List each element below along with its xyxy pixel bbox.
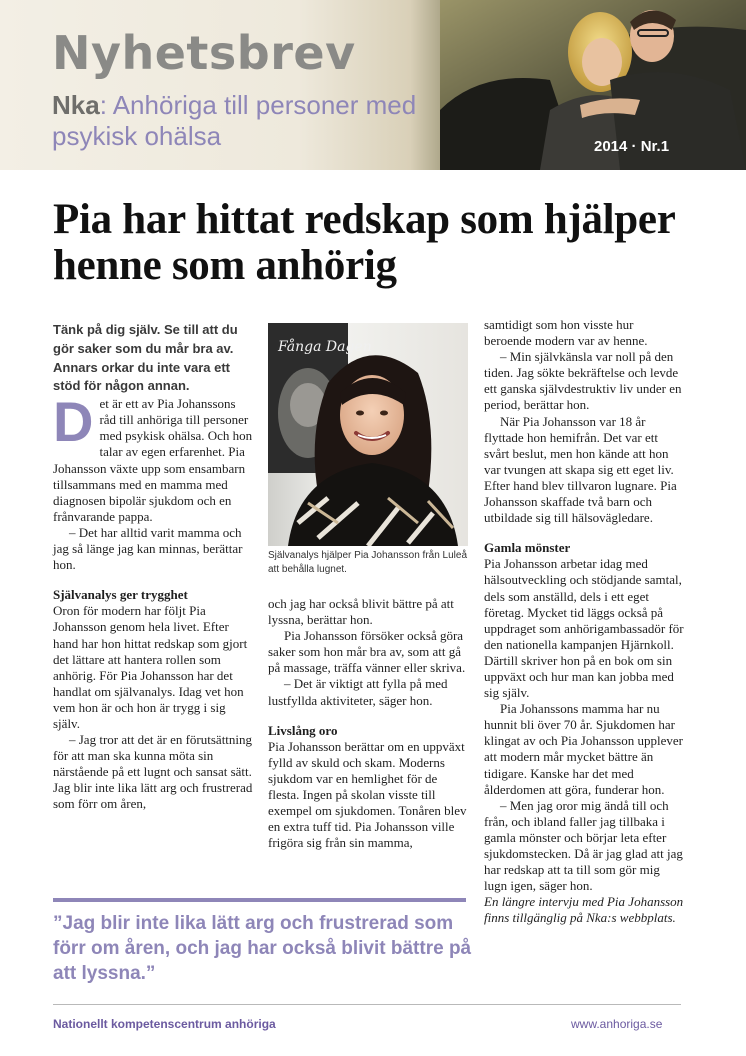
brand-name: Nka [52, 90, 100, 120]
footer-divider [53, 1004, 681, 1005]
paragraph: – Men jag oror mig ändå till och från, och ibland faller jag tillbaka i gamla mönster och börjar leta efter sjukdomstecken. Då är jag glad att jag har redskap att ta till som gör mig lugn igen, säger hon. [484, 797, 683, 894]
newsletter-header [0, 0, 746, 170]
article-column-3 [484, 317, 684, 926]
article-column-2 [268, 596, 468, 851]
paragraph: samtidigt som hon visste hur beroende modern var av henne. [484, 317, 648, 349]
paragraph: Pia Johansson berättar om en uppväxt fylld av skuld och skam. Moderns sjukdom var en hemlighet för de flesta. Ingen på skolan visste till exempel om sjukdomen. Tonåren blev en extra tuff tid. Pia Johansson ville frigöra sig från sin mamma, [268, 738, 467, 851]
photo-sign-text: Fånga Dagen [278, 339, 372, 355]
drop-cap: D [53, 390, 94, 454]
pullquote-rule [53, 898, 466, 902]
paragraph: Pia Johansson arbetar idag med hälsoutveckling och stödjande samtal, dels som anställd, dels i ett eget företag. Mycket tid läggs också på uppdraget som anhörigambassadör för den nationella kampanjen Hjärnkoll. Därtill skriver hon på en bok om sin uppväxt och hur man kan jobba med sig själv. [484, 556, 684, 701]
article-ingress: Tänk på dig själv. Se till att du gör saker som du mår bra av. Annars orkar du inte vara ett stöd för någon annan. [53, 322, 238, 394]
paragraph: Oron för modern har följt Pia Johansson genom hela livet. Efter hand har hon hittat redskap som gjort det lättare att hantera rollen som anhörig. För Pia Johansson har det handlat om självanalys. Idag vet hon vem hon är och hon är trygg i sig själv. [53, 603, 248, 731]
paragraph: – Min självkänsla var noll på den tiden. Jag sökte bekräftelse och levde ett ganska självdestruktiv liv under en period, berättar hon. [484, 349, 682, 413]
issue-number: 2014 · Nr.1 [594, 138, 670, 155]
article-column-1 [53, 321, 253, 813]
article-headline: Pia har hittat redskap som hjälper henne som anhörig [53, 196, 675, 289]
interview-note: En längre intervju med Pia Johansson finns tillgänglig på Nka:s webbplats. [484, 894, 684, 926]
paragraph: – Det är viktigt att fylla på med lustfyllda aktiviteter, säger hon. [268, 676, 448, 708]
portrait-photo-svg [268, 323, 468, 546]
paragraph: Pia Johanssons mamma har nu hunnit bli över 70 år. Sjukdomen har klingat av och Pia Johansson upplever att modern mår mycket bättre än tidigare. Kanske har det med ålderdomen att göra, funderar hon. [484, 701, 683, 797]
paragraph: Pia Johansson försöker också göra saker som hon mår bra av, som att gå på massage, träffa vänner eller skriva. [268, 628, 466, 676]
newsletter-subtitle [52, 90, 472, 152]
paragraph: – Jag tror att det är en förutsättning för att man ska kunna möta sin närstående på ett lugnt och sansat sätt. Jag blir inte lika lätt arg och frustrerad som förr om åren, [53, 732, 253, 812]
portrait-photo [268, 323, 468, 546]
subheading: Självanalys ger trygghet [53, 587, 188, 603]
masthead-title: Nyhetsbrev [52, 26, 356, 80]
paragraph: och jag har också blivit bättre på att lyssna, berättar hon. [268, 596, 454, 628]
paragraph: Det är ett av Pia Johanssons råd till anhöriga till personer med psykisk ohälsa. Och hon talar av egen erfarenhet. Pia Johansson växte upp som ensambarn tillsammans med en mamma med diagnosen bipolär sjukdom och en frånvarande pappa. [53, 390, 253, 524]
couple-photo [440, 0, 746, 170]
footer-website-link[interactable]: www.anhoriga.se [571, 1017, 663, 1031]
photo-caption: Självanalys hjälper Pia Johansson från Luleå att behålla lugnet. [268, 550, 468, 575]
subheading: Gamla mönster [484, 540, 571, 556]
paragraph: När Pia Johansson var 18 år flyttade hon hemifrån. Det var ett svårt beslut, men hon kände att hon var tvungen att skapa sig ett eget liv. Efter hand blev tillvaron lugnare. Pia Johansson skaffade två barn och utbildade sig till hälsovägledare. [484, 413, 677, 526]
pull-quote: ”Jag blir inte lika lätt arg och frustrerad som förr om åren, och jag har också blivit bättre på att lyssna.” [53, 913, 472, 984]
subtitle-text: : Anhöriga till personer med psykisk ohälsa [52, 90, 417, 151]
paragraph: – Det har alltid varit mamma och jag så länge jag kan minnas, berättar hon. [53, 524, 243, 573]
footer-organization: Nationellt kompetenscentrum anhöriga [53, 1017, 276, 1031]
subheading: Livslång oro [268, 722, 338, 738]
